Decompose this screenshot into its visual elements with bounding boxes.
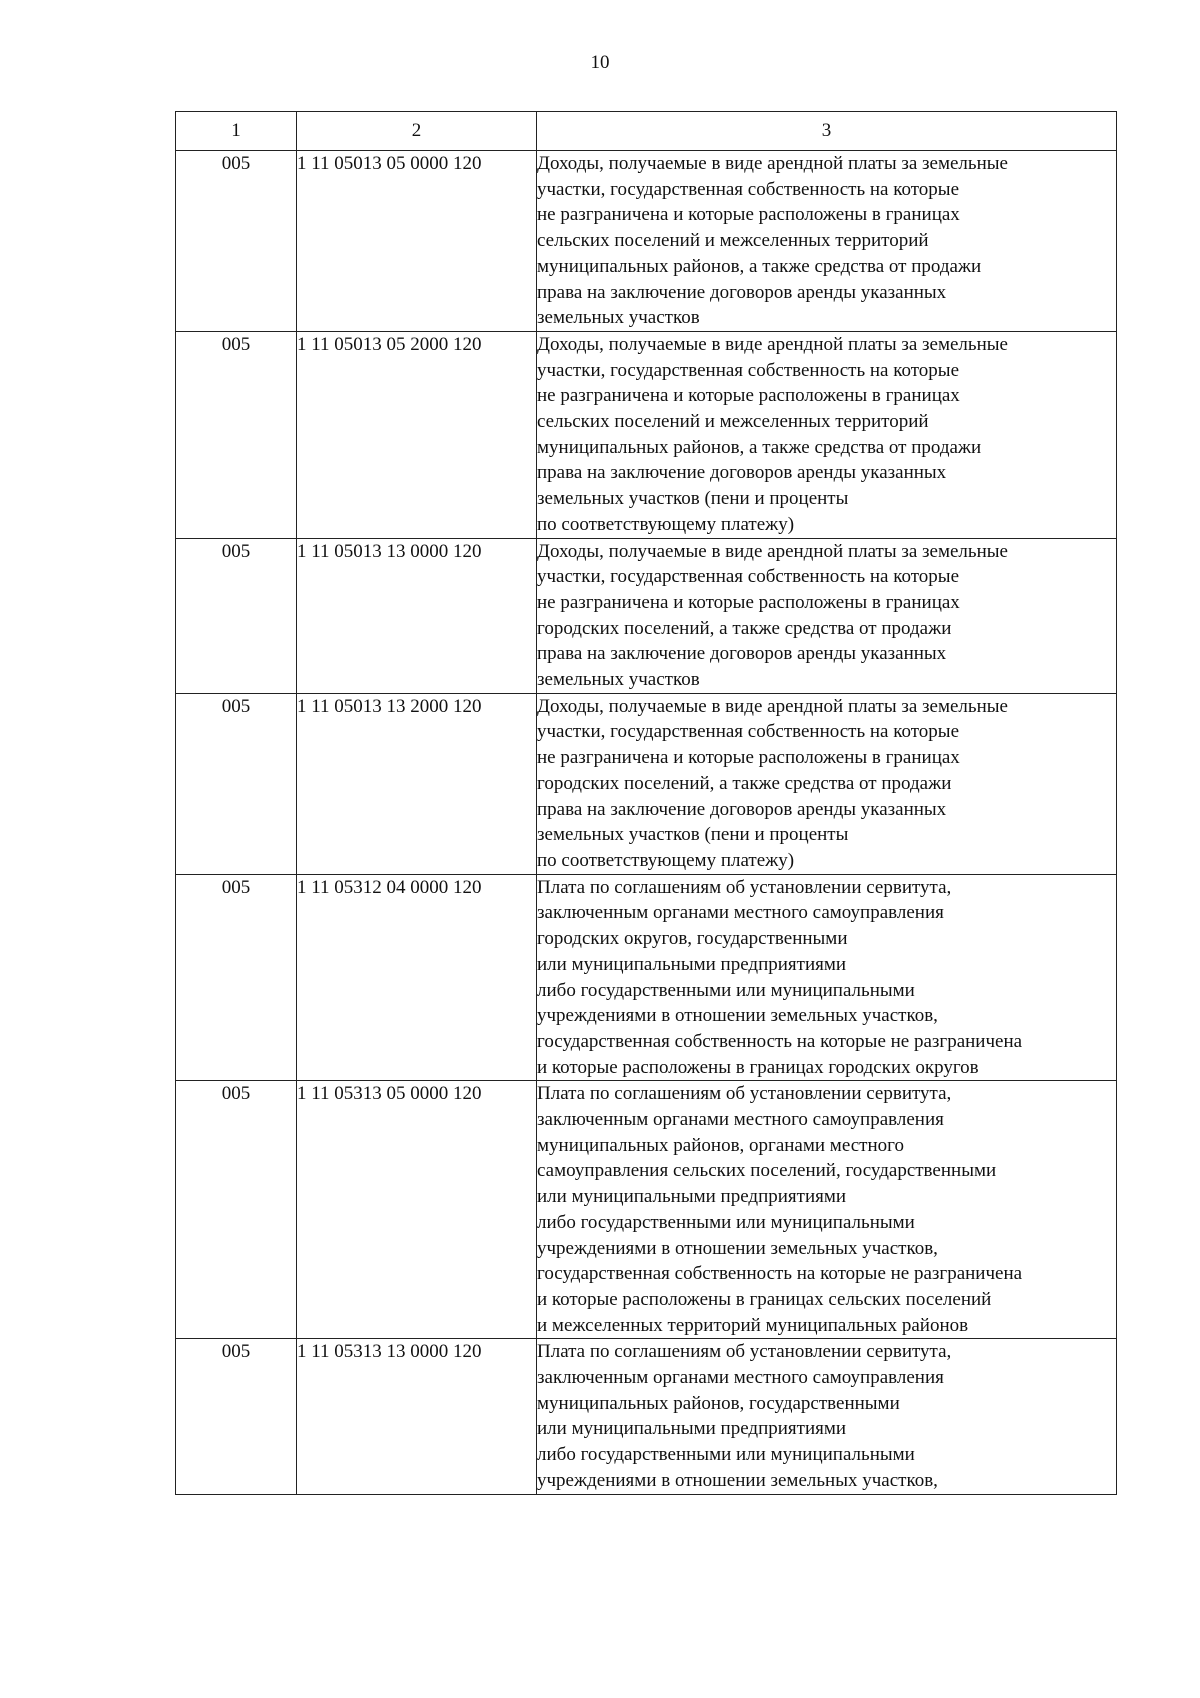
description-line: участки, государственная собственность на которые	[537, 178, 959, 200]
description-line: учреждениями в отношении земельных участков,	[537, 1469, 938, 1491]
revenue-code-cell: 1 11 05013 13 2000 120	[297, 693, 537, 874]
admin-code-cell: 005	[176, 151, 297, 332]
description-line: и межселенных территорий муниципальных районов	[537, 1314, 969, 1336]
description-line: заключенным органами местного самоуправления	[537, 1367, 944, 1389]
description-line: по соответствующему платежу)	[537, 513, 795, 535]
table-body	[176, 151, 1117, 1495]
column-header-1: 1	[176, 112, 297, 151]
description-line: или муниципальными предприятиями	[537, 953, 847, 975]
description-line: Плата по соглашениям об установлении сервитута,	[537, 1341, 952, 1363]
table-row	[176, 538, 1117, 693]
description-line: Доходы, получаемые в виде арендной платы за земельные	[537, 153, 1008, 174]
description-line: и которые расположены в границах сельских поселений	[537, 1288, 992, 1310]
description-line: городских поселений, а также средства от продажи	[537, 617, 952, 639]
description-line: права на заключение договоров аренды указанных	[537, 643, 947, 665]
description-cell	[537, 1081, 1117, 1339]
revenue-code-cell: 1 11 05312 04 0000 120	[297, 874, 537, 1081]
description-line: права на заключение договоров аренды указанных	[537, 281, 947, 303]
description-cell	[537, 331, 1117, 538]
revenue-codes-table	[175, 111, 1117, 1495]
page-number: 10	[590, 52, 610, 73]
description-line: заключенным органами местного самоуправления	[537, 1109, 944, 1131]
description-line: муниципальных районов, а также средства от продажи	[537, 255, 982, 277]
description-line: и которые расположены в границах городских округов	[537, 1056, 979, 1078]
description-line: муниципальных районов, а также средства от продажи	[537, 436, 982, 458]
description-line: Плата по соглашениям об установлении сервитута,	[537, 1083, 952, 1105]
description-line: земельных участков	[537, 307, 700, 329]
description-line: участки, государственная собственность на которые	[537, 721, 959, 743]
description-line: учреждениями в отношении земельных участков,	[537, 1237, 938, 1259]
description-line: Доходы, получаемые в виде арендной платы за земельные	[537, 540, 1008, 562]
table-row	[176, 874, 1117, 1081]
description-line: участки, государственная собственность на которые	[537, 359, 959, 381]
description-line: заключенным органами местного самоуправления	[537, 902, 944, 924]
description-line: городских округов, государственными	[537, 928, 848, 950]
column-header-3: 3	[537, 112, 1117, 151]
description-line: либо государственными или муниципальными	[537, 1444, 915, 1466]
description-line: права на заключение договоров аренды указанных	[537, 798, 947, 820]
table-header-row	[176, 112, 1117, 151]
description-cell	[537, 151, 1117, 332]
description-line: не разграничена и которые расположены в границах	[537, 204, 960, 226]
description-line: либо государственными или муниципальными	[537, 1211, 915, 1233]
description-cell	[537, 1339, 1117, 1494]
admin-code-cell: 005	[176, 1339, 297, 1494]
description-line: государственная собственность на которые не разграничена	[537, 1030, 1023, 1052]
description-line: по соответствующему платежу)	[537, 849, 795, 871]
description-line: не разграничена и которые расположены в границах	[537, 385, 960, 407]
revenue-code-cell: 1 11 05013 05 2000 120	[297, 331, 537, 538]
revenue-code-cell: 1 11 05313 05 0000 120	[297, 1081, 537, 1339]
table-row	[176, 1081, 1117, 1339]
description-line: муниципальных районов, государственными	[537, 1392, 900, 1414]
table-row	[176, 693, 1117, 874]
revenue-code-cell: 1 11 05013 13 0000 120	[297, 538, 537, 693]
description-line: не разграничена и которые расположены в границах	[537, 591, 960, 613]
description-line: Доходы, получаемые в виде арендной платы за земельные	[537, 333, 1008, 355]
table-row	[176, 151, 1117, 332]
description-line: земельных участков	[537, 669, 700, 691]
description-line: земельных участков (пени и проценты	[537, 824, 849, 846]
description-line: государственная собственность на которые не разграничена	[537, 1263, 1023, 1285]
admin-code-cell: 005	[176, 693, 297, 874]
admin-code-cell: 005	[176, 1081, 297, 1339]
table-row	[176, 1339, 1117, 1494]
description-line: либо государственными или муниципальными	[537, 979, 915, 1001]
description-line: земельных участков (пени и проценты	[537, 488, 849, 510]
revenue-code-cell: 1 11 05313 13 0000 120	[297, 1339, 537, 1494]
admin-code-cell: 005	[176, 538, 297, 693]
description-line: сельских поселений и межселенных территорий	[537, 230, 929, 252]
description-line: сельских поселений и межселенных территорий	[537, 411, 929, 433]
admin-code-cell: 005	[176, 331, 297, 538]
table-row	[176, 331, 1117, 538]
description-line: муниципальных районов, органами местного	[537, 1134, 904, 1156]
description-line: участки, государственная собственность на которые	[537, 566, 959, 588]
description-line: не разграничена и которые расположены в границах	[537, 747, 960, 769]
description-cell	[537, 538, 1117, 693]
revenue-code-cell: 1 11 05013 05 0000 120	[297, 151, 537, 332]
description-cell	[537, 874, 1117, 1081]
description-line: права на заключение договоров аренды указанных	[537, 462, 947, 484]
description-line: Плата по соглашениям об установлении сервитута,	[537, 876, 952, 898]
description-cell	[537, 693, 1117, 874]
description-line: или муниципальными предприятиями	[537, 1418, 847, 1440]
description-line: Доходы, получаемые в виде арендной платы за земельные	[537, 695, 1008, 717]
description-line: городских поселений, а также средства от продажи	[537, 772, 952, 794]
description-line: учреждениями в отношении земельных участков,	[537, 1005, 938, 1027]
description-line: или муниципальными предприятиями	[537, 1186, 847, 1208]
description-line: самоуправления сельских поселений, государственными	[537, 1160, 997, 1182]
admin-code-cell: 005	[176, 874, 297, 1081]
column-header-2: 2	[297, 112, 537, 151]
